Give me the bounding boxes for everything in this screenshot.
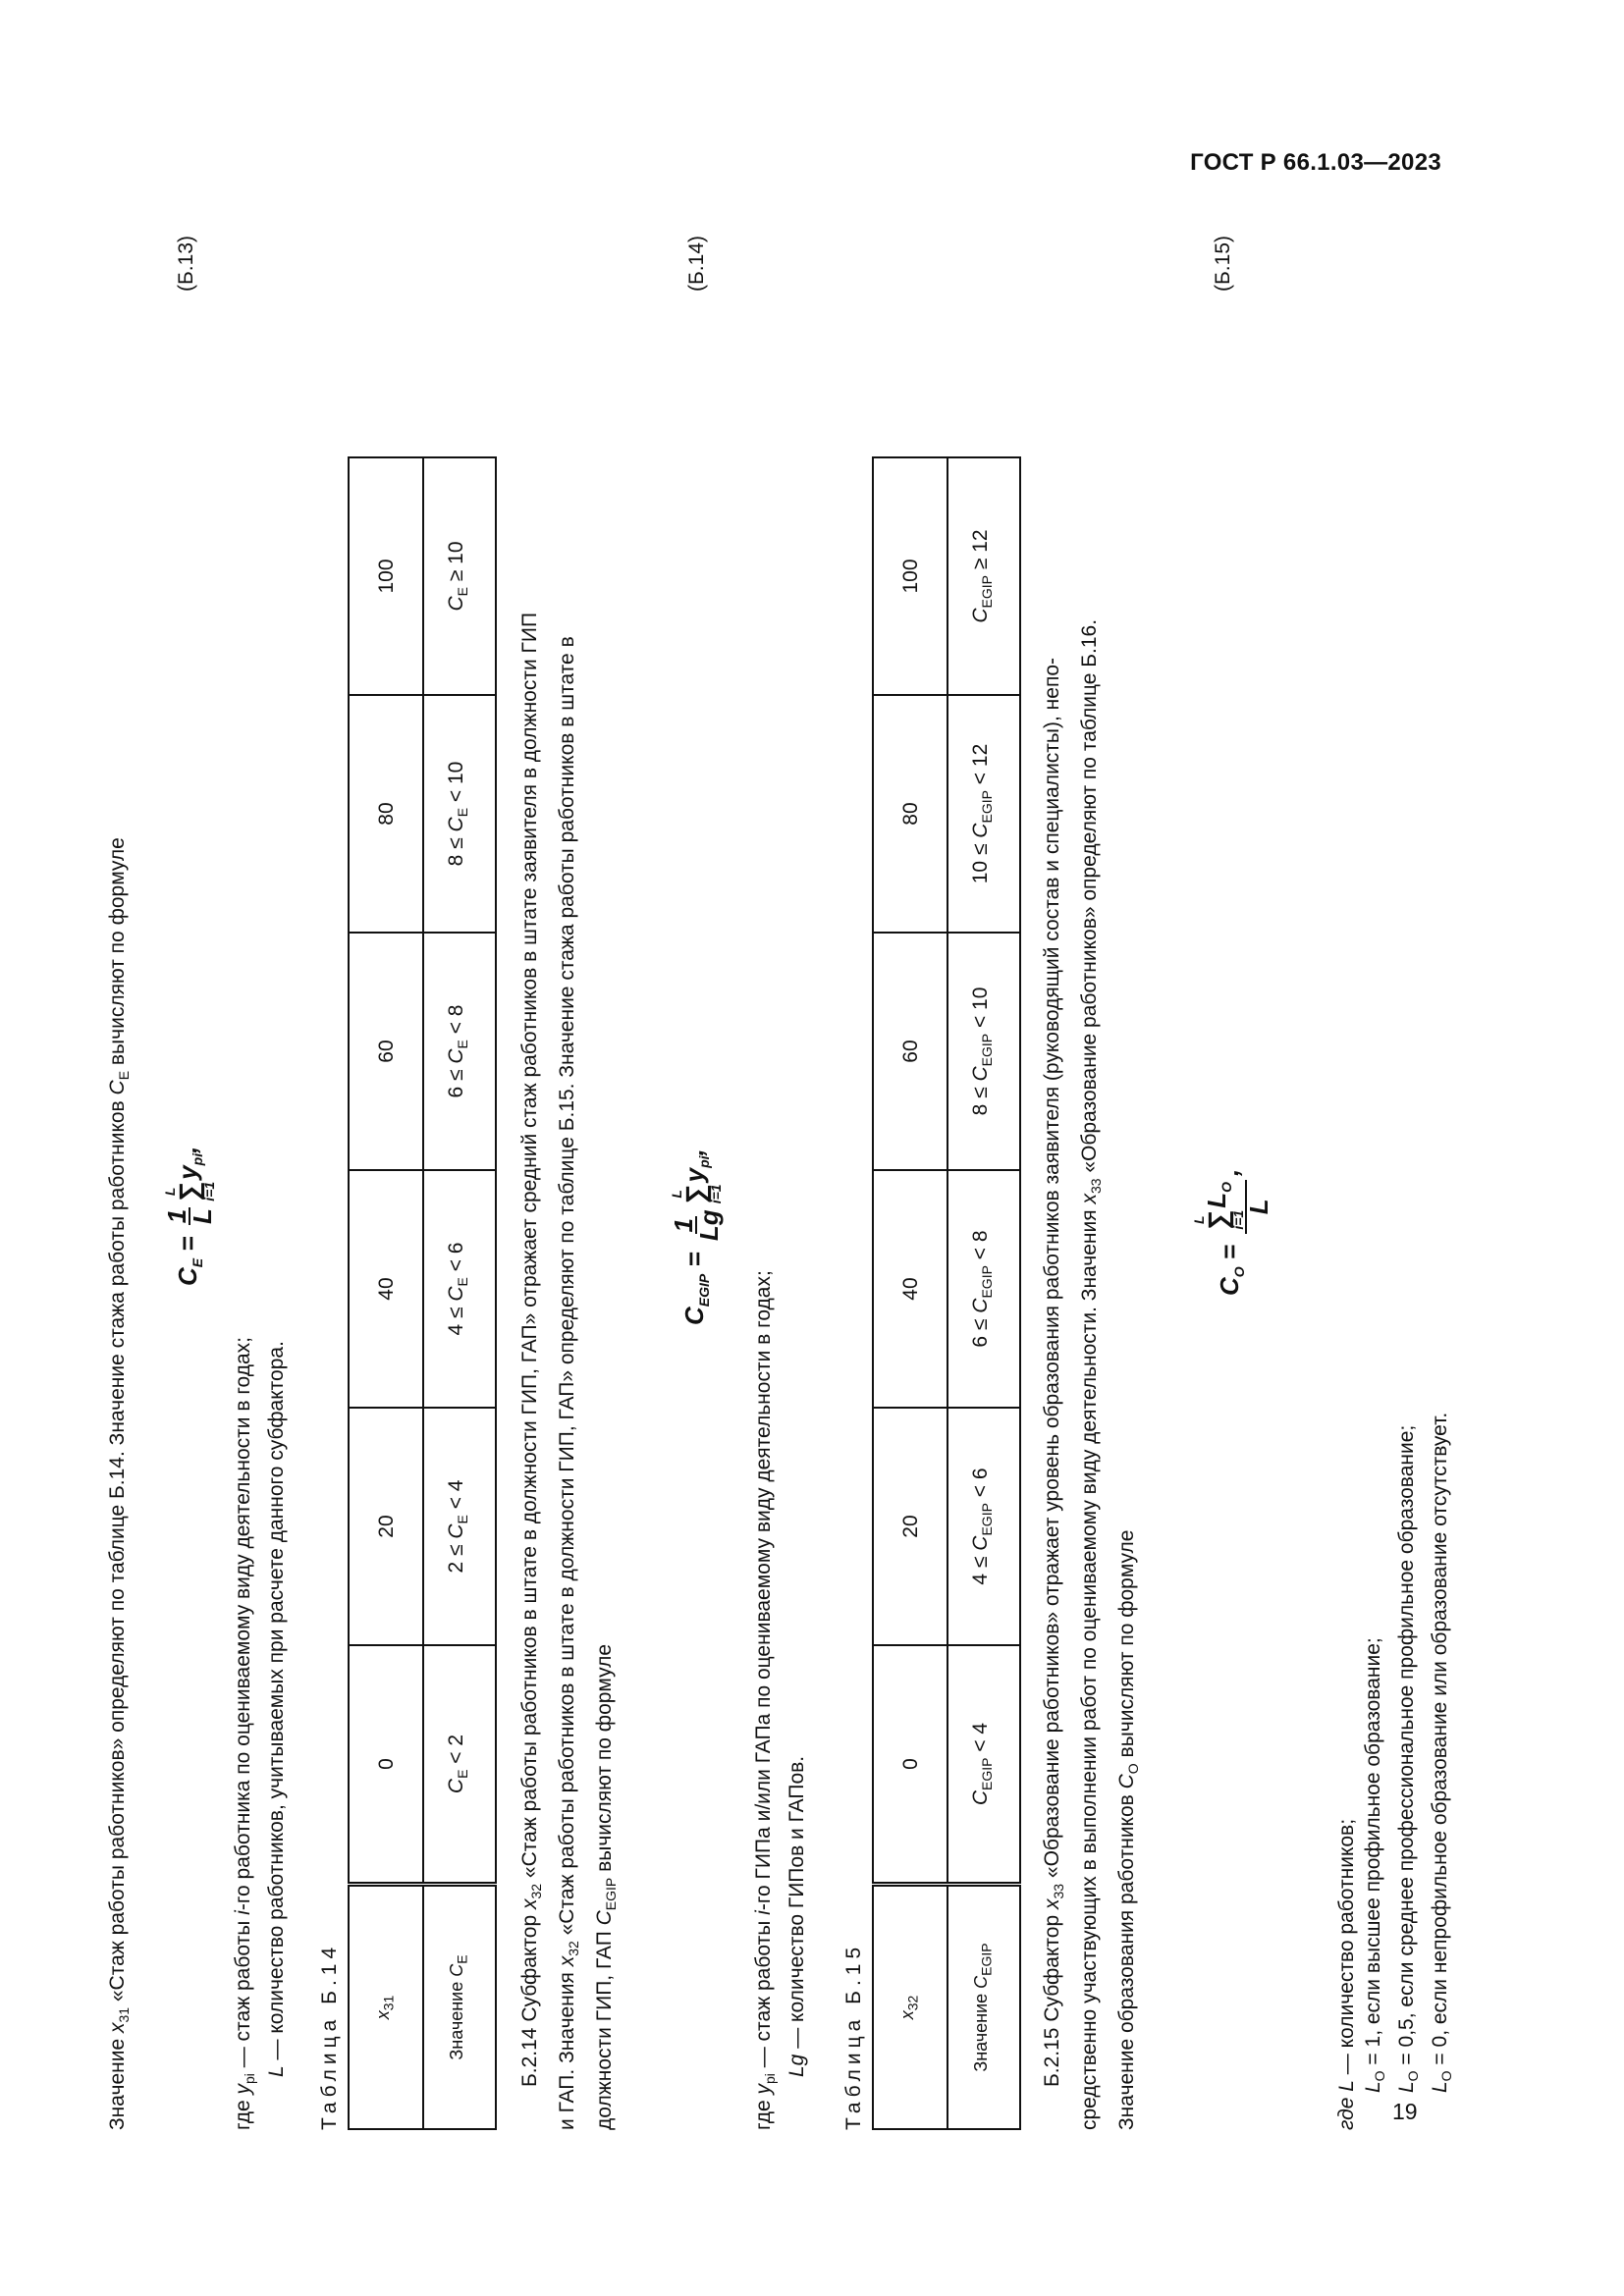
table-cell: $4 \le C_E < 6$ — [423, 1170, 496, 1408]
table-cell: $C_E < 2$ — [423, 1645, 496, 1885]
definition-item: где $y_{pi}$ — стаж работы i-го ГИПа и/или ГАПа по оцениваемому виду деятельности в годах; — [752, 1270, 779, 2130]
table-cell: 20 — [349, 1408, 423, 1645]
table-b15 — [872, 456, 1021, 2130]
definition-item: L — количество работников, учитываемых при расчете данного субфактора. — [265, 1341, 289, 2077]
definition-item: $L_O = 0,5$, если среднее профессиональное профильное образование; — [1395, 1424, 1422, 2093]
table-cell: $6 \le C_{EGIP} < 8$ — [947, 1170, 1020, 1408]
page-number: 19 — [1392, 2099, 1418, 2124]
table-cell: 60 — [873, 933, 947, 1170]
definition-item: где $y_{pi}$ — стаж работы i-го работника по оцениваемому виду деятельности в годах; — [232, 1337, 258, 2130]
paragraph-b-2-15: Б.2.15 Субфактор $x_{33}$ «Образование работников» отражает уровень образования работников заявителя (руководящий состав и специалисты), непо- средственно участвующих в выполнении работ по оцениваемому виду деятельности. Значения $x_{33}$ «Образование работников» определяют по таблице Б.16. Значение образования работников $C_O$ вычисляют по формуле — [1041, 618, 1142, 2130]
definitions-b14 — [750, 363, 810, 2130]
paragraph-b-2-14: Б.2.14 Субфактор $x_{32}$ «Стаж работы работников в штате в должности ГИП, ГАП» отражает средний стаж работников в штате заявителя в должности ГИП и ГАП. Значения $x_{32}$ «Стаж работы работников в штате в должности ГИП, ГАП» определяют по таблице Б.15. Значение стажа работы работников в штате в должности ГИП, ГАП $C_{EGIP}$ вычисляют по формуле — [518, 612, 620, 2130]
table-header-cell: $x_{31}$ — [349, 1885, 423, 2130]
table-cell: 20 — [873, 1408, 947, 1645]
table-caption-b15: Таблица Б.15 — [842, 1942, 865, 2130]
table-row — [349, 457, 423, 2129]
table-cell: 80 — [873, 695, 947, 933]
table-cell: $8 \le C_E < 10$ — [423, 695, 496, 933]
table-cell: 40 — [873, 1170, 947, 1408]
definition-item: Lg — количество ГИПов и ГАПов. — [785, 1755, 809, 2077]
table-cell: $C_{EGIP} < 4$ — [947, 1645, 1020, 1885]
table-b14 — [348, 456, 497, 2130]
equation-number-b13: (Б.13) — [175, 236, 197, 292]
table-cell: 100 — [873, 457, 947, 695]
table-header-cell: $x_{32}$ — [873, 1885, 947, 2130]
definitions-b13 — [230, 363, 290, 2130]
table-cell: 0 — [873, 1645, 947, 1885]
table-header-cell: Значение $C_{EGIP}$ — [947, 1885, 1020, 2130]
equation-b13: $C_E$ = 1 L L ∑ i=1 $y_{pi}$, — [162, 1146, 217, 1286]
definitions-b15 — [1333, 363, 1461, 2130]
table-row — [423, 457, 496, 2129]
table-cell: $8 \le C_{EGIP} < 10$ — [947, 933, 1020, 1170]
definition-item: $L_O = 1$, если высшее профильное образование; — [1362, 1637, 1388, 2093]
table-cell: $10 \le C_{EGIP} < 12$ — [947, 695, 1020, 933]
equation-number-b15: (Б.15) — [1212, 236, 1234, 292]
equation-b15: $C_O$ = L ∑ i=1 $L_O$ L , — [1191, 1168, 1273, 1296]
table-header-cell: Значение $C_E$ — [423, 1885, 496, 2130]
equation-number-b14: (Б.14) — [685, 236, 708, 292]
table-row — [873, 457, 947, 2129]
intro-paragraph: Значение $x_{31}$ «Стаж работы работников» определяют по таблице Б.14. Значение стажа работы работников $C_E$ вычисляют по формуле — [106, 837, 133, 2130]
table-cell: $4 \le C_{EGIP} < 6$ — [947, 1408, 1020, 1645]
table-row — [947, 457, 1020, 2129]
equation-b14: $C_{EGIP}$ = 1 Lg L ∑ i=1 $y_{pi}$, — [669, 1148, 724, 1325]
definition-item: где L — количество работников; — [1335, 1818, 1358, 2130]
table-caption-b14: Таблица Б.14 — [318, 1942, 341, 2130]
table-cell: $C_E \ge 10$ — [423, 457, 496, 695]
document-code: ГОСТ Р 66.1.03—2023 — [1190, 149, 1441, 176]
table-cell: 0 — [349, 1645, 423, 1885]
table-cell: $6 \le C_E < 8$ — [423, 933, 496, 1170]
rotated-page-content — [102, 236, 1487, 2130]
table-cell: $C_{EGIP} \ge 12$ — [947, 457, 1020, 695]
table-cell: 60 — [349, 933, 423, 1170]
table-cell: 80 — [349, 695, 423, 933]
table-cell: 100 — [349, 457, 423, 695]
table-cell: 40 — [349, 1170, 423, 1408]
table-cell: $2 \le C_E < 4$ — [423, 1408, 496, 1645]
definition-item: $L_O = 0$, если непрофильное образование или образование отсутствует. — [1429, 1412, 1455, 2093]
